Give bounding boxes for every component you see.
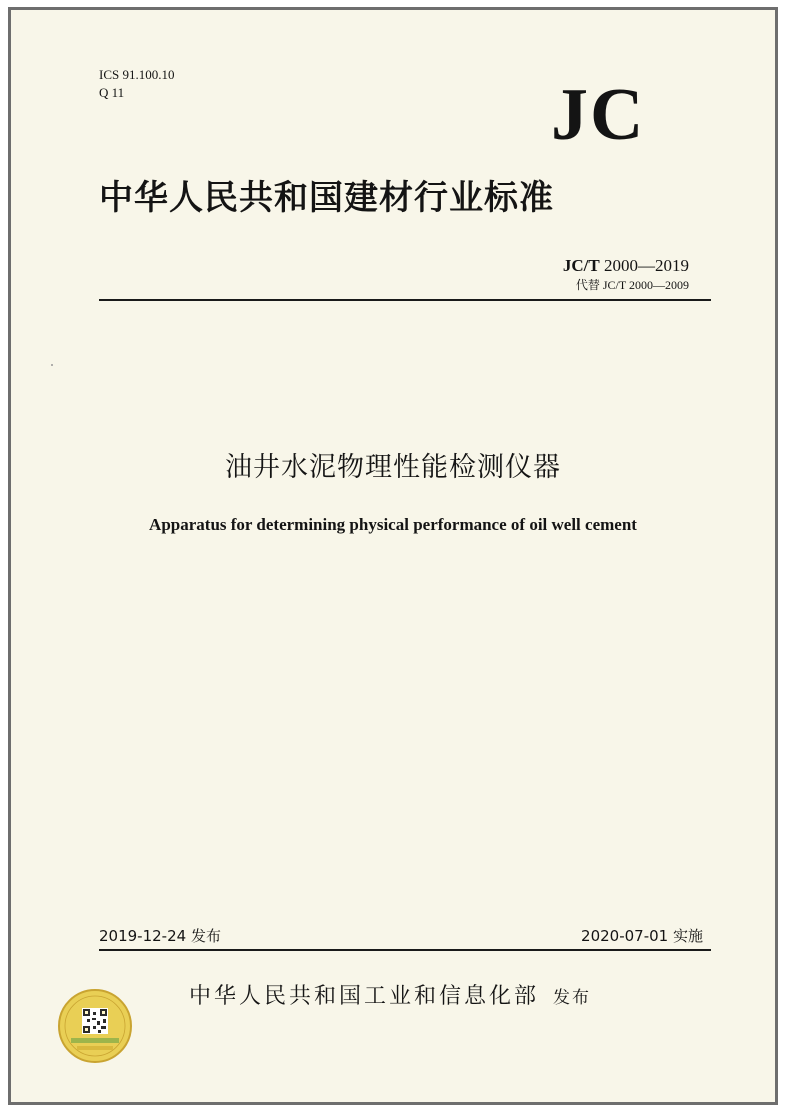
bottom-divider <box>99 949 711 951</box>
anti-counterfeit-seal-icon <box>57 988 133 1064</box>
ics-code: ICS 91.100.10 <box>99 67 175 82</box>
standard-code: JC/T <box>562 256 600 275</box>
top-divider <box>99 299 711 301</box>
issuer-action: 发布 <box>553 988 592 1008</box>
document-title-chinese: 油井水泥物理性能检测仪器 <box>225 452 561 483</box>
document-title-english: Apparatus for determining physical performance of oil well cement <box>149 515 637 534</box>
paper-speck <box>51 364 53 366</box>
issuer-name: 中华人民共和国工业和信息化部 <box>189 984 540 1009</box>
ccs-code: Q 11 <box>99 85 125 100</box>
replaces-standard: 代替 JC/T 2000—2009 <box>575 278 689 292</box>
standard-category-title: 中华人民共和国建材行业标准 <box>99 178 554 218</box>
jc-standard-mark: JC <box>551 74 646 156</box>
standard-year: 2000—2019 <box>604 256 689 275</box>
classification-codes <box>99 66 174 102</box>
standard-cover-page <box>8 7 778 1105</box>
standard-number <box>563 256 689 276</box>
issue-date: 2019-12-24 发布 <box>99 927 221 945</box>
effective-date: 2020-07-01 实施 <box>581 927 703 945</box>
issuing-authority <box>189 982 591 1013</box>
standard-number-block <box>563 256 689 294</box>
